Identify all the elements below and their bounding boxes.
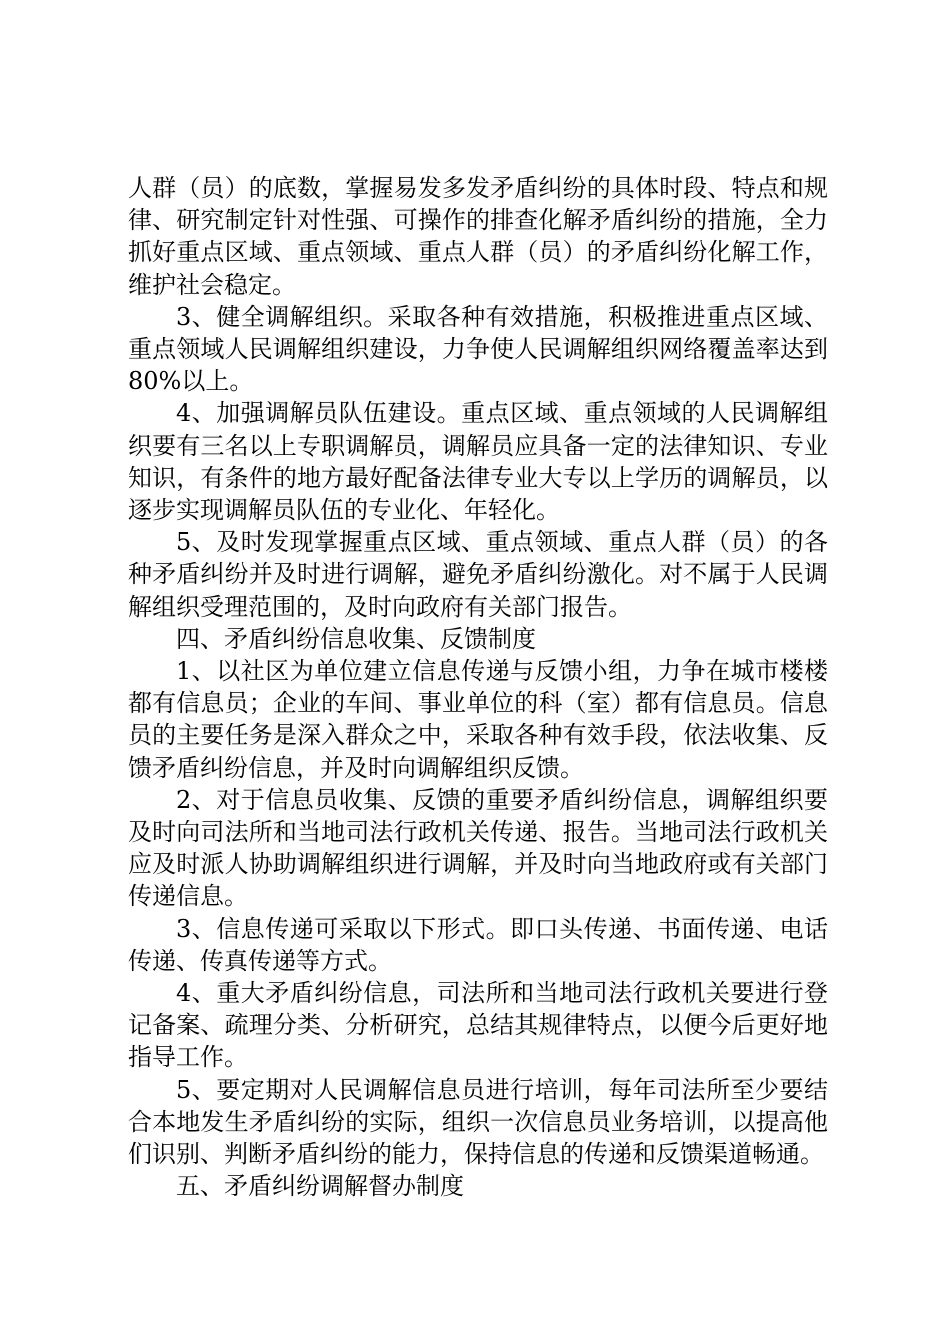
section-heading-5: 五、矛盾纠纷调解督办制度 (176, 1172, 464, 1201)
section-heading-4: 四、矛盾纠纷信息收集、反馈制度 (176, 624, 536, 653)
paragraph-continuation: 人群（员）的底数，掌握易发多发矛盾纠纷的具体时段、特点和规律、研究制定针对性强、可操作的排查化解矛盾纠纷的措施，全力抓好重点区域、重点领域、重点人群（员）的矛盾纠纷化解工作，维护社会稳定。 (128, 174, 828, 299)
document-page (128, 172, 828, 1203)
paragraph-item-4: 4、加强调解员队伍建设。重点区域、重点领域的人民调解组织要有三名以上专职调解员，调解员应具备一定的法律知识、专业知识，有条件的地方最好配备法律专业大专以上学历的调解员，以逐步实现调解员队伍的专业化、年轻化。 (128, 399, 828, 525)
paragraph-item-2: 2、对于信息员收集、反馈的重要矛盾纠纷信息，调解组织要及时向司法所和当地司法行政机关传递、报告。当地司法行政机关应及时派人协助调解组织进行调解，并及时向当地政府或有关部门传递信息。 (128, 785, 828, 911)
paragraph-item-3: 3、健全调解组织。采取各种有效措施，积极推进重点区域、重点领域人民调解组织建设，力争使人民调解组织网络覆盖率达到80%以上。 (128, 302, 828, 396)
paragraph-item-5: 5、及时发现掌握重点区域、重点领域、重点人群（员）的各种矛盾纠纷并及时进行调解，避免矛盾纠纷激化。对不属于人民调解组织受理范围的，及时向政府有关部门报告。 (128, 528, 828, 621)
paragraph-item-1: 1、以社区为单位建立信息传递与反馈小组，力争在城市楼楼都有信息员；企业的车间、事业单位的科（室）都有信息员。信息员的主要任务是深入群众之中，采取各种有效手段，依法收集、反馈矛盾纠纷信息，并及时向调解组织反馈。 (128, 657, 828, 782)
paragraph-item-5b: 5、要定期对人民调解信息员进行培训，每年司法所至少要结合本地发生矛盾纠纷的实际，组织一次信息员业务培训，以提高他们识别、判断矛盾纠纷的能力，保持信息的传递和反馈渠道畅通。 (128, 1075, 828, 1169)
paragraph-item-4b: 4、重大矛盾纠纷信息，司法所和当地司法行政机关要进行登记备案、疏理分类、分析研究，总结其规律特点，以便今后更好地指导工作。 (128, 979, 828, 1072)
paragraph-item-3b: 3、信息传递可采取以下形式。即口头传递、书面传递、电话传递、传真传递等方式。 (128, 914, 828, 975)
